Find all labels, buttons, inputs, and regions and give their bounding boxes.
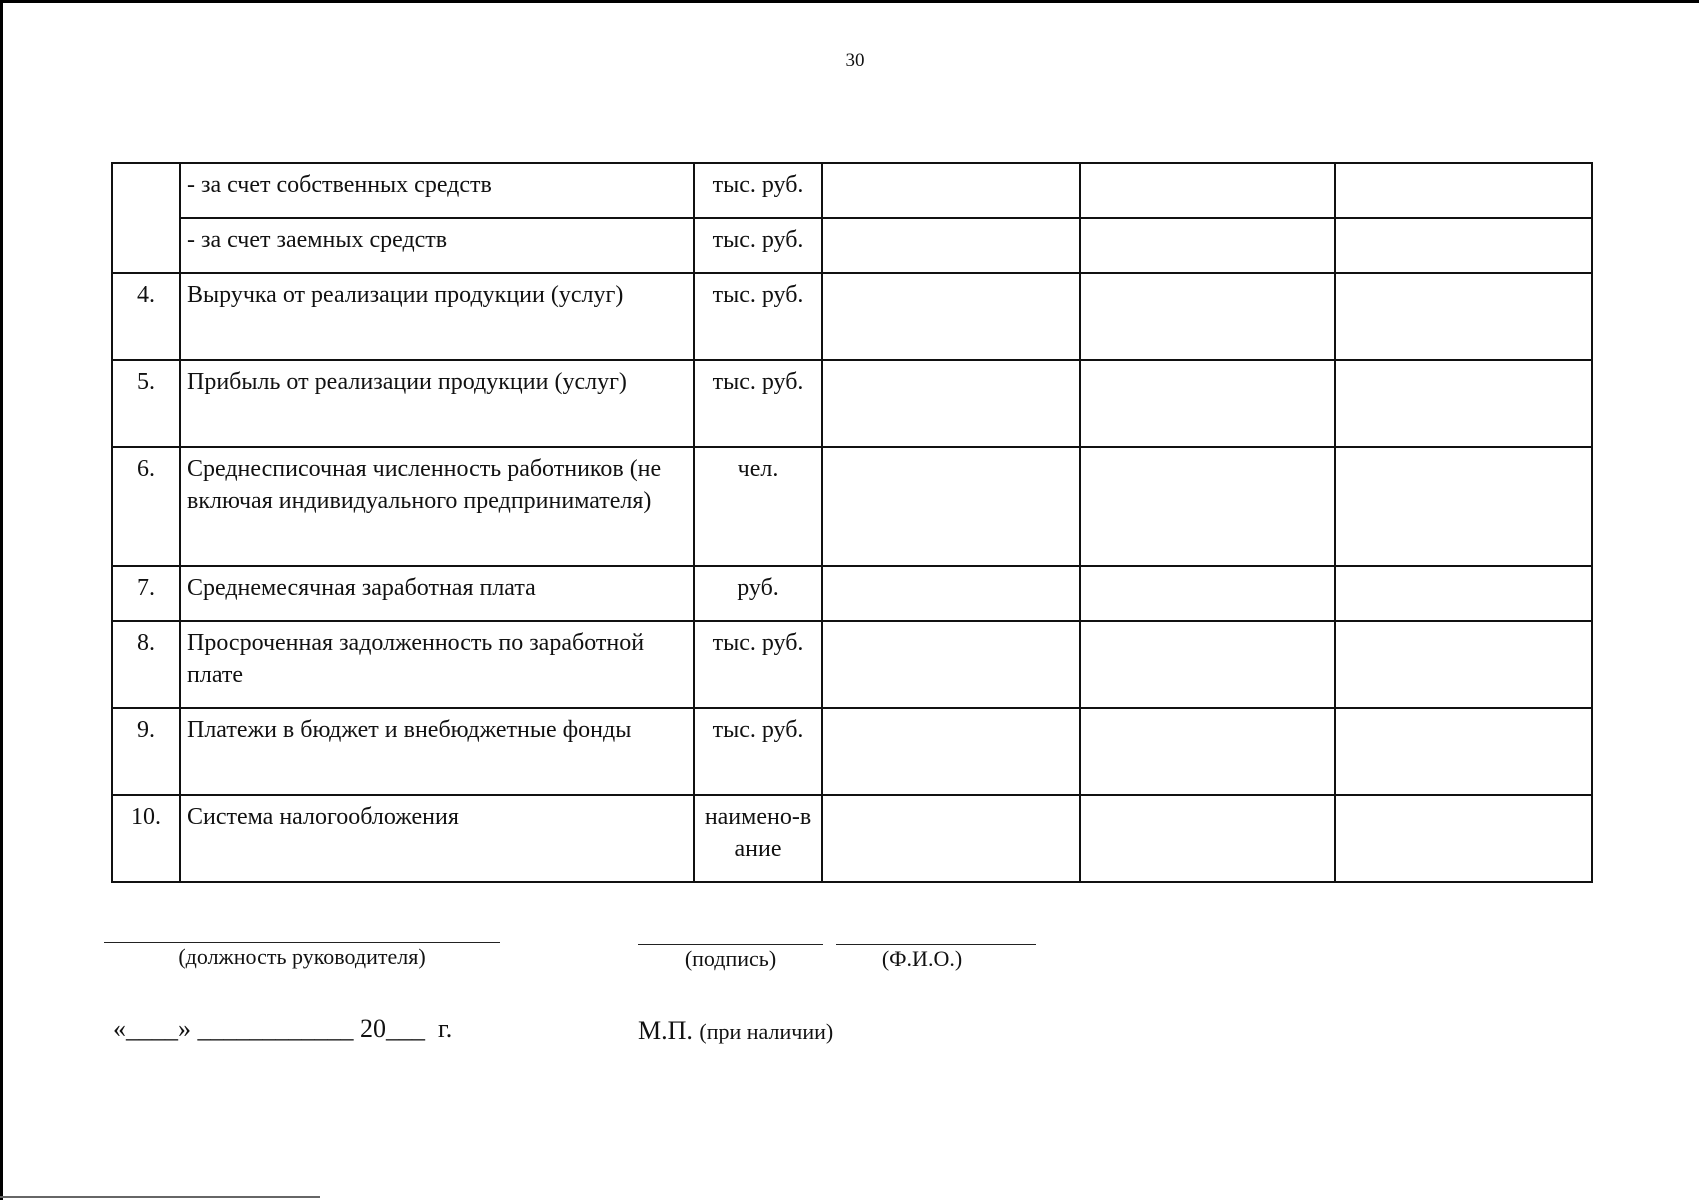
stamp-condition: (при наличии)	[699, 1019, 834, 1044]
unit-cell: тыс. руб.	[694, 621, 822, 708]
indicator-name: Прибыль от реализации продукции (услуг)	[180, 360, 694, 447]
table-row	[112, 360, 1592, 447]
signature-caption: (подпись)	[684, 946, 777, 971]
table-row	[112, 447, 1592, 566]
table-row	[112, 566, 1592, 621]
value-cell-2[interactable]	[1080, 218, 1335, 273]
value-cell-2[interactable]	[1080, 795, 1335, 882]
report-table	[111, 162, 1593, 883]
indicator-name: - за счет заемных средств	[180, 218, 694, 273]
value-cell-1[interactable]	[822, 708, 1080, 795]
signature-line	[638, 944, 823, 945]
value-cell-3[interactable]	[1335, 708, 1592, 795]
scan-border-bottom-mark	[0, 1196, 320, 1198]
row-number: 8.	[112, 621, 180, 708]
value-cell-3[interactable]	[1335, 566, 1592, 621]
value-cell-2[interactable]	[1080, 708, 1335, 795]
stamp-note	[638, 1016, 833, 1046]
value-cell-1[interactable]	[822, 273, 1080, 360]
value-cell-2[interactable]	[1080, 566, 1335, 621]
table-row	[112, 218, 1592, 273]
fio-signature-line	[836, 944, 1036, 945]
unit-cell: тыс. руб.	[694, 273, 822, 360]
value-cell-1[interactable]	[822, 218, 1080, 273]
table-row	[112, 163, 1592, 218]
position-caption: (должность руководителя)	[178, 944, 426, 969]
table-row	[112, 621, 1592, 708]
value-cell-1[interactable]	[822, 163, 1080, 218]
value-cell-2[interactable]	[1080, 360, 1335, 447]
scan-border-left	[0, 0, 3, 1200]
value-cell-3[interactable]	[1335, 360, 1592, 447]
row-number: 10.	[112, 795, 180, 882]
table-row	[112, 795, 1592, 882]
value-cell-3[interactable]	[1335, 218, 1592, 273]
value-cell-1[interactable]	[822, 795, 1080, 882]
indicator-name: Платежи в бюджет и внебюджетные фонды	[180, 708, 694, 795]
value-cell-2[interactable]	[1080, 273, 1335, 360]
value-cell-1[interactable]	[822, 566, 1080, 621]
date-line: «____» ____________ 20___ г.	[113, 1014, 453, 1043]
unit-cell: чел.	[694, 447, 822, 566]
unit-cell: наимено-вание	[694, 795, 822, 882]
indicator-name: - за счет собственных средств	[180, 163, 694, 218]
indicator-name: Среднемесячная заработная плата	[180, 566, 694, 621]
row-number: 9.	[112, 708, 180, 795]
row-number: 7.	[112, 566, 180, 621]
unit-cell: тыс. руб.	[694, 163, 822, 218]
unit-cell: тыс. руб.	[694, 218, 822, 273]
page-number: 30	[845, 50, 865, 71]
position-signature-line	[104, 942, 500, 943]
value-cell-1[interactable]	[822, 447, 1080, 566]
row-number: 4.	[112, 273, 180, 360]
unit-cell: руб.	[694, 566, 822, 621]
table-row	[112, 273, 1592, 360]
value-cell-2[interactable]	[1080, 447, 1335, 566]
row-number	[112, 163, 180, 273]
value-cell-3[interactable]	[1335, 163, 1592, 218]
value-cell-3[interactable]	[1335, 621, 1592, 708]
value-cell-3[interactable]	[1335, 795, 1592, 882]
indicator-name: Выручка от реализации продукции (услуг)	[180, 273, 694, 360]
indicator-name: Система налогообложения	[180, 795, 694, 882]
fio-caption: (Ф.И.О.)	[881, 946, 963, 971]
indicator-name: Среднесписочная численность работников (не включая индивидуального предпринимателя)	[180, 447, 694, 566]
unit-cell: тыс. руб.	[694, 708, 822, 795]
scan-border-top	[0, 0, 1699, 3]
value-cell-3[interactable]	[1335, 447, 1592, 566]
value-cell-1[interactable]	[822, 360, 1080, 447]
unit-cell: тыс. руб.	[694, 360, 822, 447]
value-cell-3[interactable]	[1335, 273, 1592, 360]
table-row	[112, 708, 1592, 795]
stamp-label: М.П.	[638, 1016, 693, 1045]
row-number: 6.	[112, 447, 180, 566]
indicator-name: Просроченная задолженность по заработной плате	[180, 621, 694, 708]
value-cell-1[interactable]	[822, 621, 1080, 708]
row-number: 5.	[112, 360, 180, 447]
value-cell-2[interactable]	[1080, 163, 1335, 218]
value-cell-2[interactable]	[1080, 621, 1335, 708]
